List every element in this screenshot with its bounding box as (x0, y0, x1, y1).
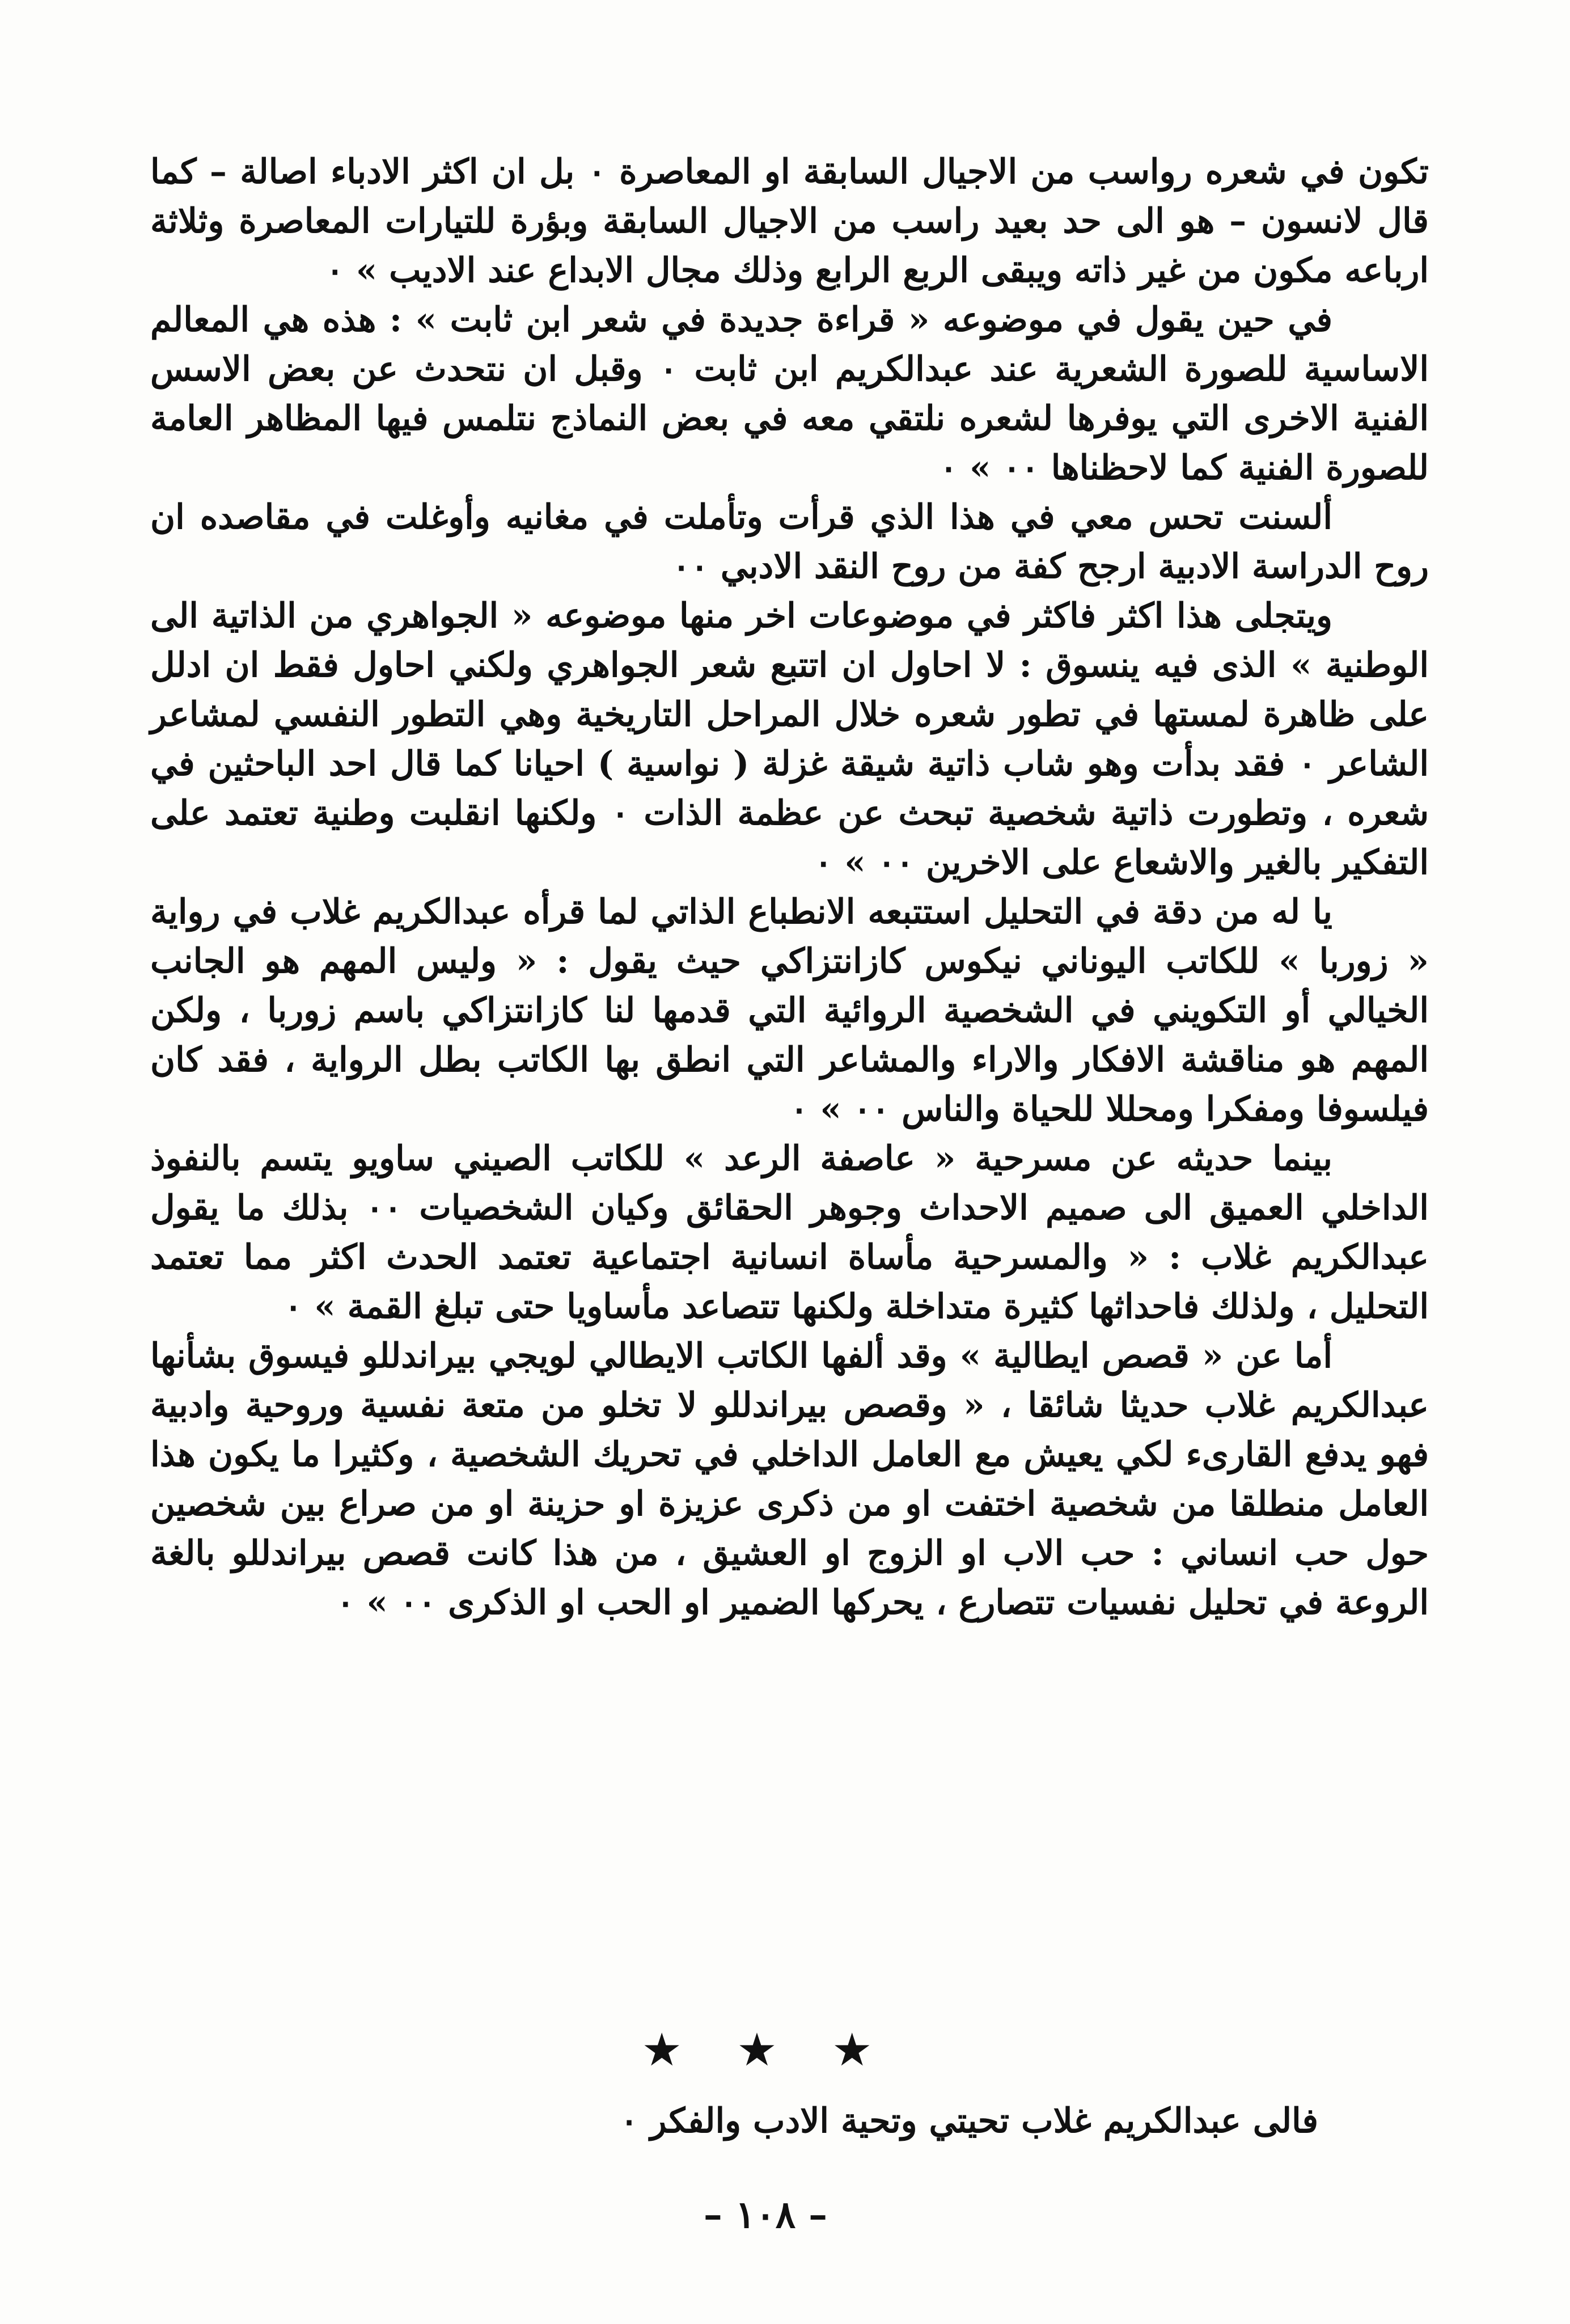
star-icon: ★ (831, 2023, 873, 2076)
article-body (150, 147, 1429, 1628)
page-number: – ١٠٨ – (703, 2192, 828, 2237)
closing-line: فالى عبدالكريم غلاب تحيتي وتحية الادب والفكر ٠ (620, 2101, 1318, 2141)
paragraph-continuation: تكون في شعره رواسب من الاجيال السابقة او المعاصرة ٠ بل ان اكثر الادباء اصالة – كما قال لانسون – هو الى حد بعيد راسب من الاجيال السابقة وبؤرة للتيارات المعاصرة وثلاثة ارباعه مكون من غير ذاته ويبقى الربع الرابع وذلك مجال الابداع عند الاديب » ٠ (150, 152, 1429, 290)
paragraph-jawahiri: ويتجلى هذا اكثر فاكثر في موضوعات اخر منها موضوعه « الجواهري من الذاتية الى الوطنية » الذى فيه ينسوق : لا احاول ان اتتبع شعر الجواهري ولكني احاول فقط ان ادلل على ظاهرة لمستها في تطور شعره خلال المراحل التاريخية وهي التطور النفسي لمشاعر الشاعر ٠ فقد بدأت وهو شاب ذاتية شيقة غزلة ( نواسية ) احيانا كما قال احد الباحثين في شعره ، وتطورت ذاتية شخصية تبحث عن عظمة الذات ٠ ولكنها انقلبت وطنية تعتمد على التفكير بالغير والاشعاع على الاخرين ٠٠ » ٠ (150, 596, 1429, 882)
paragraph-italian-stories: أما عن « قصص ايطالية » وقد ألفها الكاتب الايطالي لويجي بيراندللو فيسوق بشأنها عبدالكريم غلاب حديثا شائقا ، « وقصص بيراندللو لا تخلو من متعة نفسية وروحية وادبية فهو يدفع القارىء لكي يعيش مع العامل الداخلي في تحريك الشخصية ، وكثيرا ما يكون هذا العامل منطلقا من شخصية اختفت او من ذكرى عزيزة او حزينة او من صراع بين شخصين حول حب انساني : حب الاب او الزوج او العشيق ، من هذا كانت قصص بيراندللو بالغة الروعة في تحليل نفسيات تتصارع ، يحركها الضمير او الحب او الذكرى ٠٠ » ٠ (150, 1336, 1429, 1622)
paragraph-ibn-thabit: في حين يقول في موضوعه « قراءة جديدة في شعر ابن ثابت » : هذه هي المعالم الاساسية للصورة الشعرية عند عبدالكريم ابن ثابت ٠ وقبل ان نتحدث عن بعض الاسس الفنية الاخرى التي يوفرها لشعره نلتقي معه في بعض النماذج نتلمس فيها المظاهر العامة للصورة الفنية كما لاحظناها ٠٠ » ٠ (150, 300, 1429, 488)
paragraph-zorba: يا له من دقة في التحليل استتبعه الانطباع الذاتي لما قرأه عبدالكريم غلاب في رواية « زوربا » للكاتب اليوناني نيكوس كازانتزاكي حيث يقول : « وليس المهم هو الجانب الخيالي أو التكويني في الشخصية الروائية التي قدمها لنا كازانتزاكي باسم زوربا ، ولكن المهم هو مناقشة الافكار والاراء والمشاعر التي انطق بها الكاتب بطل الرواية ، فقد كان فيلسوفا ومفكرا ومحللا للحياة والناس ٠٠ » ٠ (150, 892, 1429, 1129)
paragraph-reflection: ألسنت تحس معي في هذا الذي قرأت وتأملت في مغانيه وأوغلت في مقاصده ان روح الدراسة الادبية ارجح كفة من روح النقد الادبي ٠٠ (150, 497, 1429, 586)
star-icon: ★ (737, 2023, 777, 2076)
section-separator (573, 2019, 941, 2081)
star-icon: ★ (641, 2023, 683, 2076)
paragraph-thunderstorm: بينما حديثه عن مسرحية « عاصفة الرعد » للكاتب الصيني ساويو يتسم بالنفوذ الداخلي العميق الى صميم الاحداث وجوهر الحقائق وكيان الشخصيات ٠٠ بذلك ما يقول عبدالكريم غلاب : « والمسرحية مأساة انسانية اجتماعية تعتمد الحدث اكثر مما تعتمد التحليل ، ولذلك فاحداثها كثيرة متداخلة ولكنها تتصاعد مأساويا حتى تبلغ القمة » ٠ (150, 1139, 1429, 1326)
